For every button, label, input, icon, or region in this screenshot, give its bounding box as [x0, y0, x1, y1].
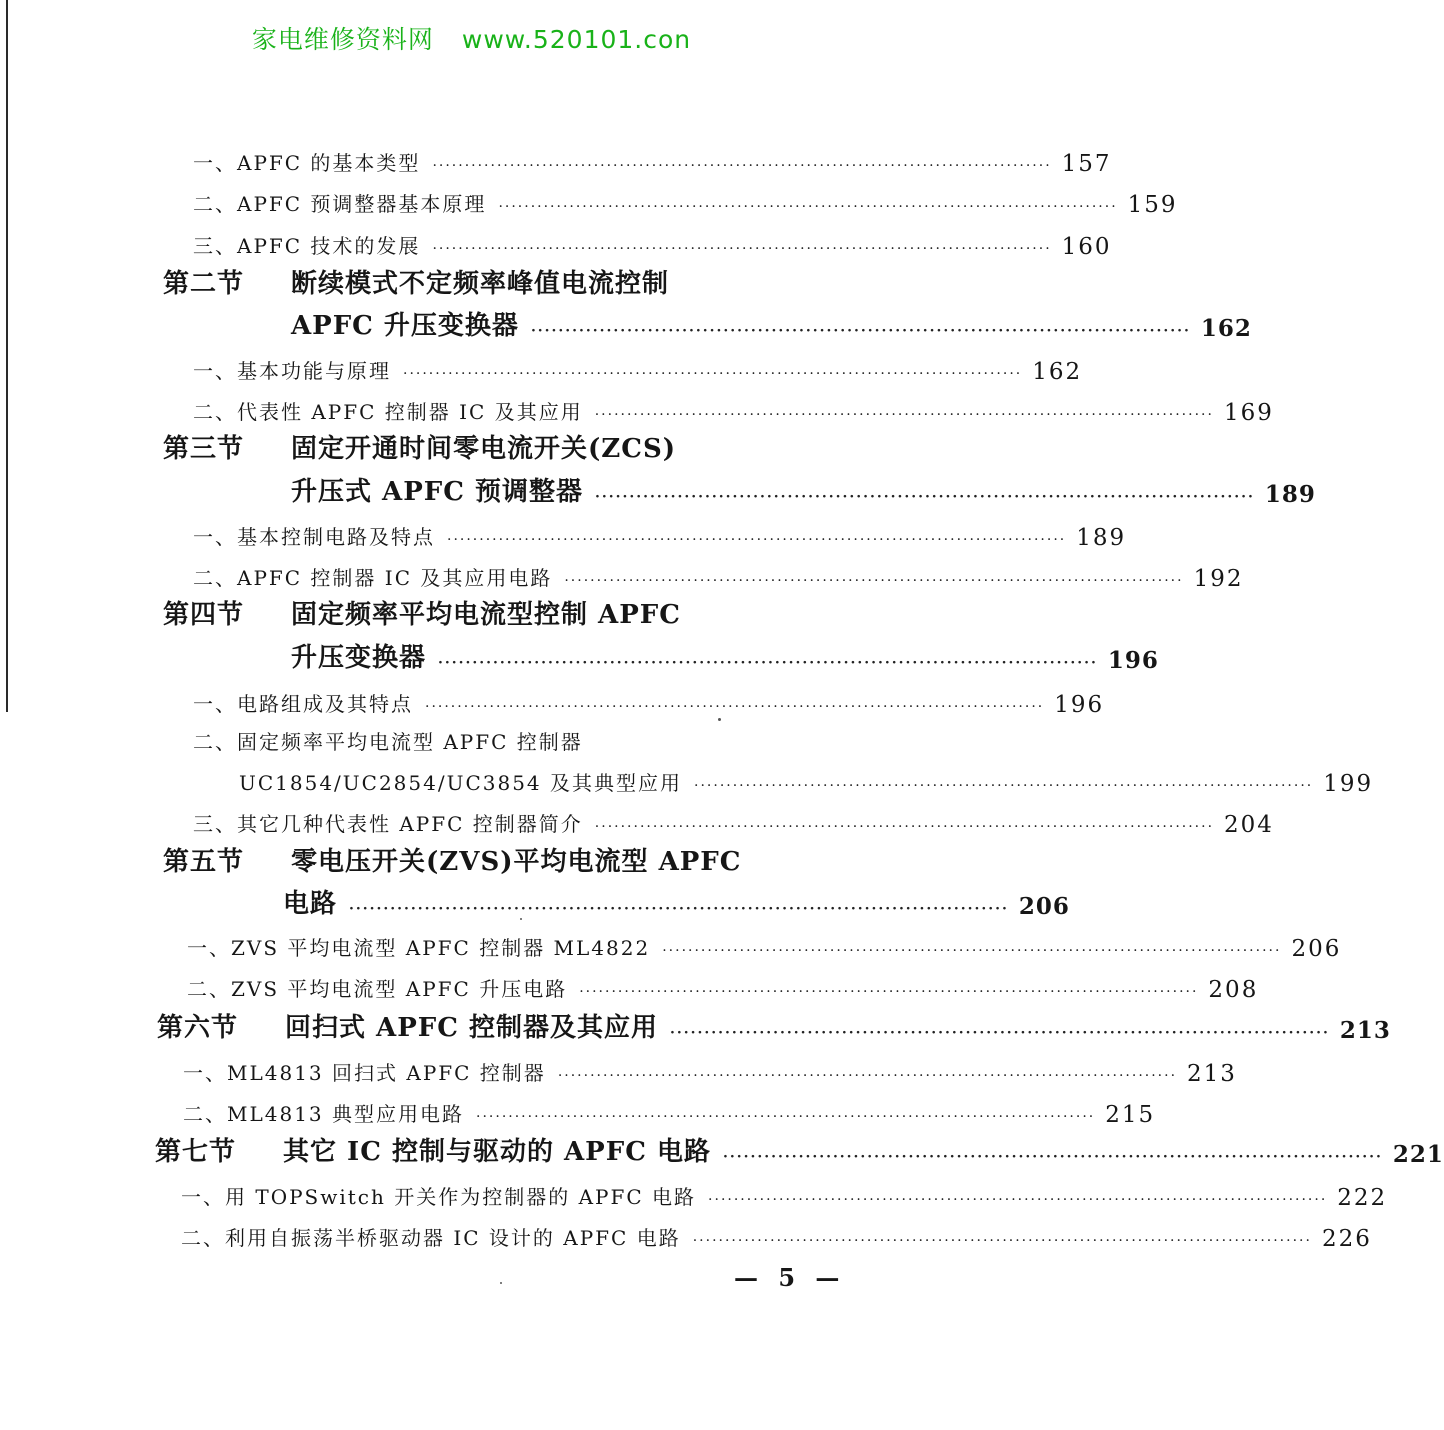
dot-leader: ································································································ — [447, 532, 1067, 548]
toc-entry-text: 二、APFC 控制器 IC 及其应用电路 — [193, 566, 553, 590]
toc-page-number: 206 — [1291, 936, 1342, 962]
toc-entry-text: 一、ZVS 平均电流型 APFC 控制器 ML4822 — [187, 936, 651, 960]
toc-entry-text: 一、基本控制电路及特点 — [193, 525, 435, 549]
toc-page-number: 160 — [1061, 234, 1112, 260]
toc-entry-text: 二、固定频率平均电流型 APFC 控制器 — [193, 730, 583, 754]
dot-leader: ································································································ — [708, 1192, 1328, 1208]
toc-page-number: 204 — [1224, 812, 1274, 838]
section-title-cont: APFC 升压变换器 — [291, 311, 519, 341]
toc-page-number: 169 — [1223, 400, 1274, 426]
toc-page-number: 206 — [1018, 893, 1070, 920]
section-label: 第二节 — [163, 269, 245, 299]
section-title: 固定频率平均电流型控制 APFC — [291, 600, 681, 630]
scan-speck — [520, 918, 522, 920]
dot-leader: ································································································ — [692, 1233, 1312, 1249]
section-label: 第六节 — [157, 1013, 239, 1043]
section-title: 固定开通时间零电流开关(ZCS) — [291, 434, 677, 464]
dot-leader: ································································································ — [722, 1149, 1383, 1165]
toc-page-number: 222 — [1337, 1185, 1388, 1211]
section-title: 断续模式不定频率峰值电流控制 — [291, 269, 670, 299]
dot-leader: ································································································ — [557, 1068, 1178, 1084]
toc-entry[interactable] — [193, 349, 1083, 385]
toc-page-number: 213 — [1187, 1061, 1237, 1087]
dot-leader: ································································································ — [476, 1109, 1096, 1125]
toc-page-number: 162 — [1200, 315, 1252, 342]
watermark-url[interactable]: www.520101.con — [461, 25, 692, 54]
toc-entry[interactable] — [193, 802, 1274, 838]
toc-page-number: 192 — [1193, 566, 1244, 592]
section-title-cont: 电路 — [283, 889, 338, 919]
toc-entry[interactable] — [193, 390, 1274, 426]
section-title-cont: 升压变换器 — [291, 643, 427, 673]
section-label: 第三节 — [163, 434, 245, 464]
dot-leader: ································································································ — [579, 984, 1199, 1000]
toc-entry[interactable] — [187, 967, 1259, 1003]
section-title: 零电压开关(ZVS)平均电流型 APFC — [291, 847, 742, 877]
toc-entry-text: 一、ML4813 回扫式 APFC 控制器 — [183, 1061, 546, 1085]
dot-leader: ································································································ — [432, 241, 1052, 257]
toc-entry-text: 一、APFC 的基本类型 — [193, 151, 421, 175]
toc-entry[interactable] — [193, 682, 1105, 718]
dot-leader: ································································································ — [564, 573, 1184, 589]
toc-page-number: 157 — [1061, 151, 1112, 177]
toc-entry-cont[interactable] — [239, 761, 1374, 797]
scan-speck — [500, 1282, 502, 1284]
toc-entry-text: 二、利用自振荡半桥驱动器 IC 设计的 APFC 电路 — [181, 1226, 681, 1250]
scan-speck — [718, 718, 721, 721]
toc-entry[interactable] — [193, 182, 1178, 218]
toc-page-number: 189 — [1076, 525, 1127, 551]
toc-entry[interactable] — [181, 1216, 1372, 1252]
dot-leader: ································································································ — [498, 199, 1118, 215]
section-title-cont: 升压式 APFC 预调整器 — [291, 477, 583, 507]
toc-section-heading[interactable] — [157, 1008, 1391, 1044]
toc-entry-text: 一、电路组成及其特点 — [193, 692, 413, 716]
toc-page-number: 215 — [1105, 1102, 1156, 1128]
dot-leader: ································································································ — [530, 323, 1191, 339]
section-title: 其它 IC 控制与驱动的 APFC 电路 — [283, 1137, 711, 1167]
toc-section-heading[interactable] — [163, 429, 879, 465]
toc-page-number: 159 — [1127, 192, 1178, 218]
dot-leader: ································································································ — [594, 819, 1215, 835]
watermark-header — [0, 20, 943, 56]
toc-entry[interactable] — [193, 556, 1244, 592]
toc-entry-text: 三、APFC 技术的发展 — [193, 234, 421, 258]
toc-page-number: 213 — [1339, 1017, 1391, 1044]
page-edge-line — [6, 0, 8, 712]
toc-entry[interactable] — [193, 720, 879, 756]
toc-page-number: 226 — [1321, 1226, 1372, 1252]
toc-entry[interactable] — [187, 926, 1342, 962]
toc-entry[interactable] — [193, 141, 1112, 177]
toc-entry-text: 二、APFC 预调整器基本原理 — [193, 192, 487, 216]
toc-entry[interactable] — [181, 1175, 1388, 1211]
toc-entry[interactable] — [183, 1092, 1156, 1128]
toc-entry[interactable] — [193, 224, 1112, 260]
toc-page-number: 221 — [1392, 1141, 1444, 1168]
toc-section-heading-cont[interactable] — [283, 884, 1070, 920]
toc-section-heading[interactable] — [163, 264, 879, 300]
toc-page-number: 208 — [1208, 977, 1259, 1003]
toc-entry-text: 二、ML4813 典型应用电路 — [183, 1102, 465, 1126]
toc-section-heading[interactable] — [163, 595, 879, 631]
toc-section-heading-cont[interactable] — [291, 638, 1159, 674]
toc-section-heading-cont[interactable] — [291, 472, 1316, 508]
toc-entry-text: 一、用 TOPSwitch 开关作为控制器的 APFC 电路 — [181, 1185, 697, 1209]
section-label: 第四节 — [163, 600, 245, 630]
section-label: 第五节 — [163, 847, 245, 877]
toc-entry-text: 三、其它几种代表性 APFC 控制器简介 — [193, 812, 583, 836]
page-number: — 5 — — [734, 1263, 846, 1292]
dot-leader: ································································································ — [694, 778, 1314, 794]
toc-section-heading[interactable] — [163, 842, 879, 878]
dot-leader: ································································································ — [432, 158, 1052, 174]
toc-entry-text: 一、基本功能与原理 — [193, 359, 391, 383]
section-title: 回扫式 APFC 控制器及其应用 — [285, 1013, 658, 1043]
toc-page-number: 189 — [1264, 481, 1316, 508]
toc-page-number: 199 — [1323, 771, 1374, 797]
section-label: 第七节 — [155, 1137, 237, 1167]
dot-leader: ································································································ — [438, 655, 1098, 671]
dot-leader: ································································································ — [669, 1025, 1330, 1041]
dot-leader: ································································································ — [425, 699, 1045, 715]
toc-section-heading-cont[interactable] — [291, 306, 1252, 342]
toc-page-number: 196 — [1107, 647, 1159, 674]
toc-entry-text: 二、代表性 APFC 控制器 IC 及其应用 — [193, 400, 583, 424]
toc-entry[interactable] — [183, 1051, 1237, 1087]
toc-entry-text: 二、ZVS 平均电流型 APFC 升压电路 — [187, 977, 568, 1001]
dot-leader: ································································································ — [594, 407, 1214, 423]
toc-entry-text: UC1854/UC2854/UC3854 及其典型应用 — [239, 771, 683, 795]
watermark-site-name: 家电维修资料网 — [251, 25, 434, 54]
dot-leader: ································································································ — [349, 901, 1009, 917]
toc-page-number: 196 — [1054, 692, 1105, 718]
toc-entry[interactable] — [193, 515, 1127, 551]
dot-leader: ································································································ — [594, 489, 1255, 505]
toc-section-heading[interactable] — [155, 1132, 1444, 1168]
dot-leader: ································································································ — [662, 943, 1282, 959]
dot-leader: ································································································ — [403, 366, 1023, 382]
toc-page-number: 162 — [1032, 359, 1083, 385]
